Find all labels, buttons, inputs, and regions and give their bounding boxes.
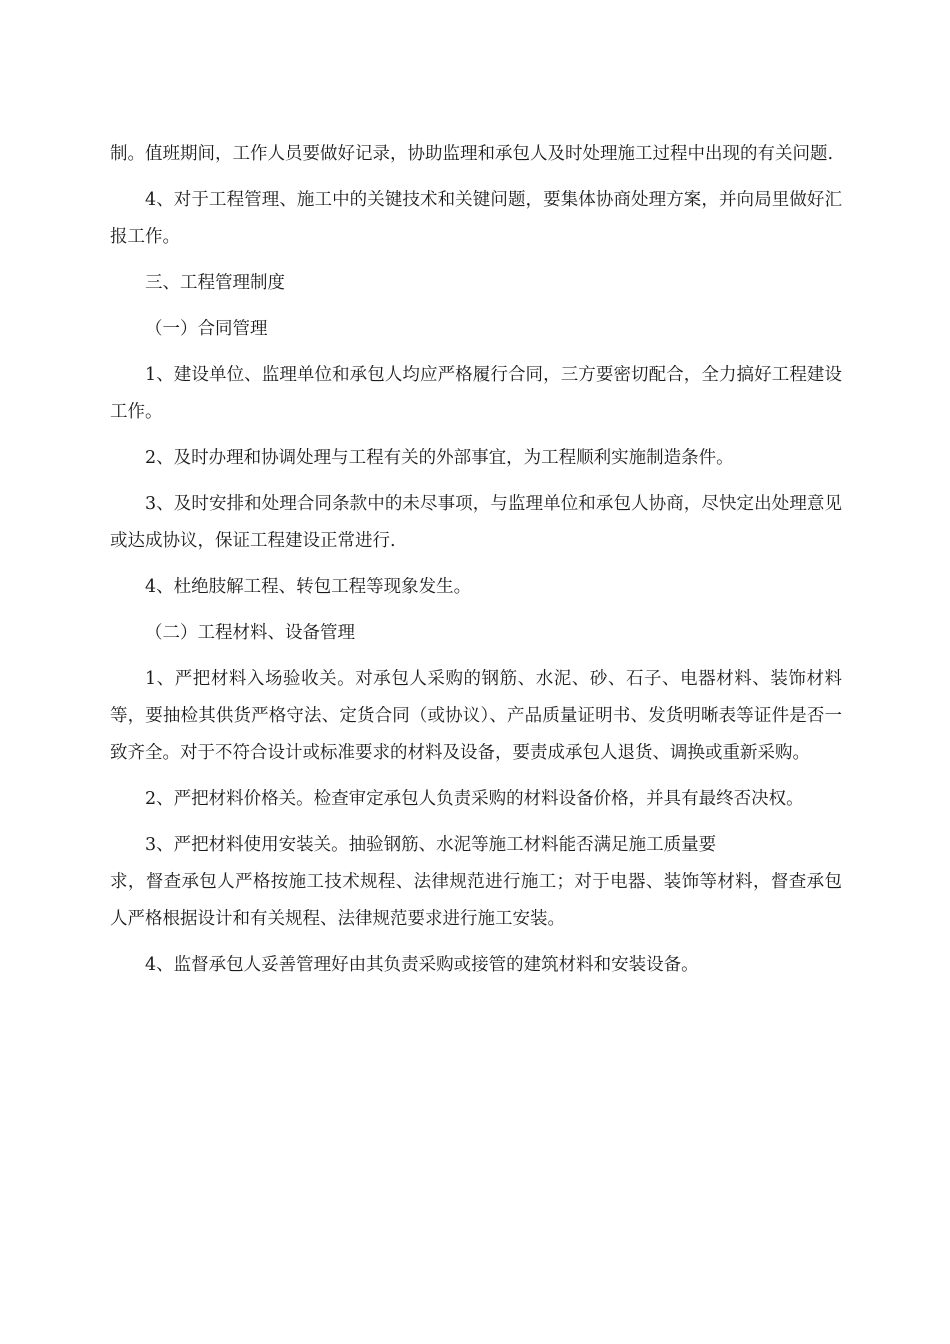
paragraph-contract-4: 4、杜绝肢解工程、转包工程等现象发生。 — [145, 577, 472, 597]
paragraph-item-4-reporting: 4、对于工程管理、施工中的关键技术和关键问题，要集体协商处理方案，并向局里做好汇报工作。 — [110, 190, 842, 247]
paragraph-contract-2: 2、及时办理和协调处理与工程有关的外部事宜，为工程顺利实施制造条件。 — [145, 448, 734, 468]
paragraph-contract-3: 3、及时安排和处理合同条款中的未尽事项，与监理单位和承包人协商，尽快定出处理意见或达成协议，保证工程建设正常进行. — [110, 494, 842, 551]
paragraph-continuation: 制。值班期间，工作人员要做好记录，协助监理和承包人及时处理施工过程中出现的有关问题. — [110, 144, 834, 164]
paragraph-material-3 — [110, 827, 842, 938]
paragraph-material-3-line-1: 3、严把材料使用安装关。抽验钢筋、水泥等施工材料能否满足施工质量要 — [145, 835, 717, 855]
paragraph-material-3-line-2: 求，督查承包人严格按施工技术规程、法律规范进行施工；对于电器、装饰等材料，督查承包人严格根据设计和有关规程、法律规范要求进行施工安装。 — [110, 872, 842, 929]
paragraph-material-2: 2、严把材料价格关。检查审定承包人负责采购的材料设备价格，并具有最终否决权。 — [145, 789, 804, 809]
paragraph-contract-1: 1、建设单位、监理单位和承包人均应严格履行合同，三方要密切配合，全力搞好工程建设工作。 — [110, 365, 842, 422]
document-body — [110, 136, 842, 993]
section-heading-engineering-management: 三、工程管理制度 — [145, 273, 285, 293]
paragraph-material-1: 1、严把材料入场验收关。对承包人采购的钢筋、水泥、砂、石子、电器材料、装饰材料等，要抽检其供货严格守法、定货合同（或协议）、产品质量证明书、发货明晰表等证件是否一致齐全。对于不符合设计或标准要求的材料及设备，要责成承包人退货、调换或重新采购。 — [110, 669, 842, 763]
subsection-heading-materials-equipment: （二）工程材料、设备管理 — [145, 623, 355, 643]
subsection-heading-contract-management: （一）合同管理 — [145, 319, 268, 339]
paragraph-material-4: 4、监督承包人妥善管理好由其负责采购或接管的建筑材料和安装设备。 — [145, 955, 699, 975]
